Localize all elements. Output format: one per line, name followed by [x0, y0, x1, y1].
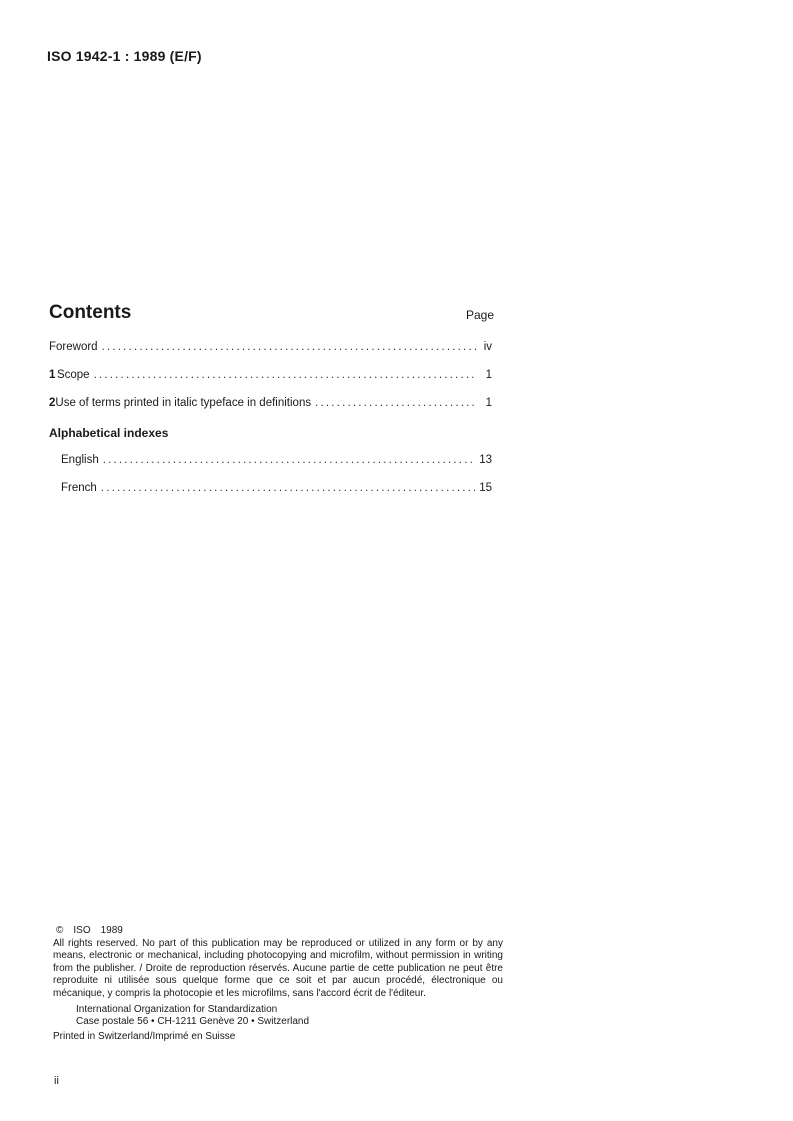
- toc-entry-page: iv: [483, 341, 492, 353]
- toc-entry-foreword[interactable]: [49, 341, 492, 359]
- toc-entry-index-english[interactable]: [49, 454, 492, 472]
- copyright-org: ISO: [73, 925, 91, 936]
- toc-entry-label: Scope: [56, 369, 90, 381]
- toc-entry-page: 1: [485, 369, 492, 381]
- toc-entry-index-french[interactable]: [49, 482, 492, 500]
- toc-entry-page: 13: [479, 454, 492, 466]
- copyright-year: 1989: [100, 925, 123, 936]
- page-number: ii: [54, 1075, 59, 1087]
- toc-entry-label: English: [61, 454, 99, 466]
- toc-entry-label: Foreword: [49, 341, 98, 353]
- toc-entry-page: 1: [485, 397, 492, 409]
- toc-entry-italic-terms[interactable]: [49, 397, 492, 415]
- toc-leader-dots: [102, 341, 476, 353]
- rights-statement: All rights reserved. No part of this publication may be reproduced or utilized in any form or by any means, electronic or mechanical, including photocopying and microfilm, without permission in writing from the publisher. / Droite de reproduction réservés. Aucune partie de cette publication ne peut être reproduite ni utilisée sous quelque forme que ce soit et par aucun procédé, électronique ou mécanique, y compris la photocopie et les microfilms, sans l'accord écrit de l'éditeur.: [53, 937, 503, 999]
- printed-in: Printed in Switzerland/Imprimé en Suisse: [53, 1030, 236, 1042]
- toc-entry-label: French: [61, 482, 97, 494]
- toc-entry-label: Use of terms printed in italic typeface in definitions: [55, 397, 312, 409]
- toc-leader-dots: [101, 482, 475, 494]
- toc-leader-dots: [94, 369, 476, 381]
- document-id: ISO 1942-1 : 1989 (E/F): [47, 48, 202, 64]
- toc-entry-scope[interactable]: [49, 369, 492, 387]
- copyright-symbol: ©: [56, 925, 64, 936]
- copyright-line: [53, 925, 503, 938]
- toc-entry-page: 15: [479, 482, 492, 494]
- toc-leader-dots: [315, 397, 476, 409]
- page-column-label: Page: [466, 308, 495, 322]
- organization-name: International Organization for Standardization: [76, 1003, 278, 1015]
- organization-address: Case postale 56 • CH-1211 Genève 20 • Switzerland: [76, 1016, 310, 1028]
- alphabetical-indexes-heading: Alphabetical indexes: [49, 426, 169, 440]
- copyright-notice: [53, 925, 503, 1043]
- toc-entry-number: 2: [49, 397, 56, 409]
- toc-leader-dots: [103, 454, 475, 466]
- toc-entry-number: 1: [49, 369, 56, 381]
- contents-title: Contents: [49, 302, 132, 323]
